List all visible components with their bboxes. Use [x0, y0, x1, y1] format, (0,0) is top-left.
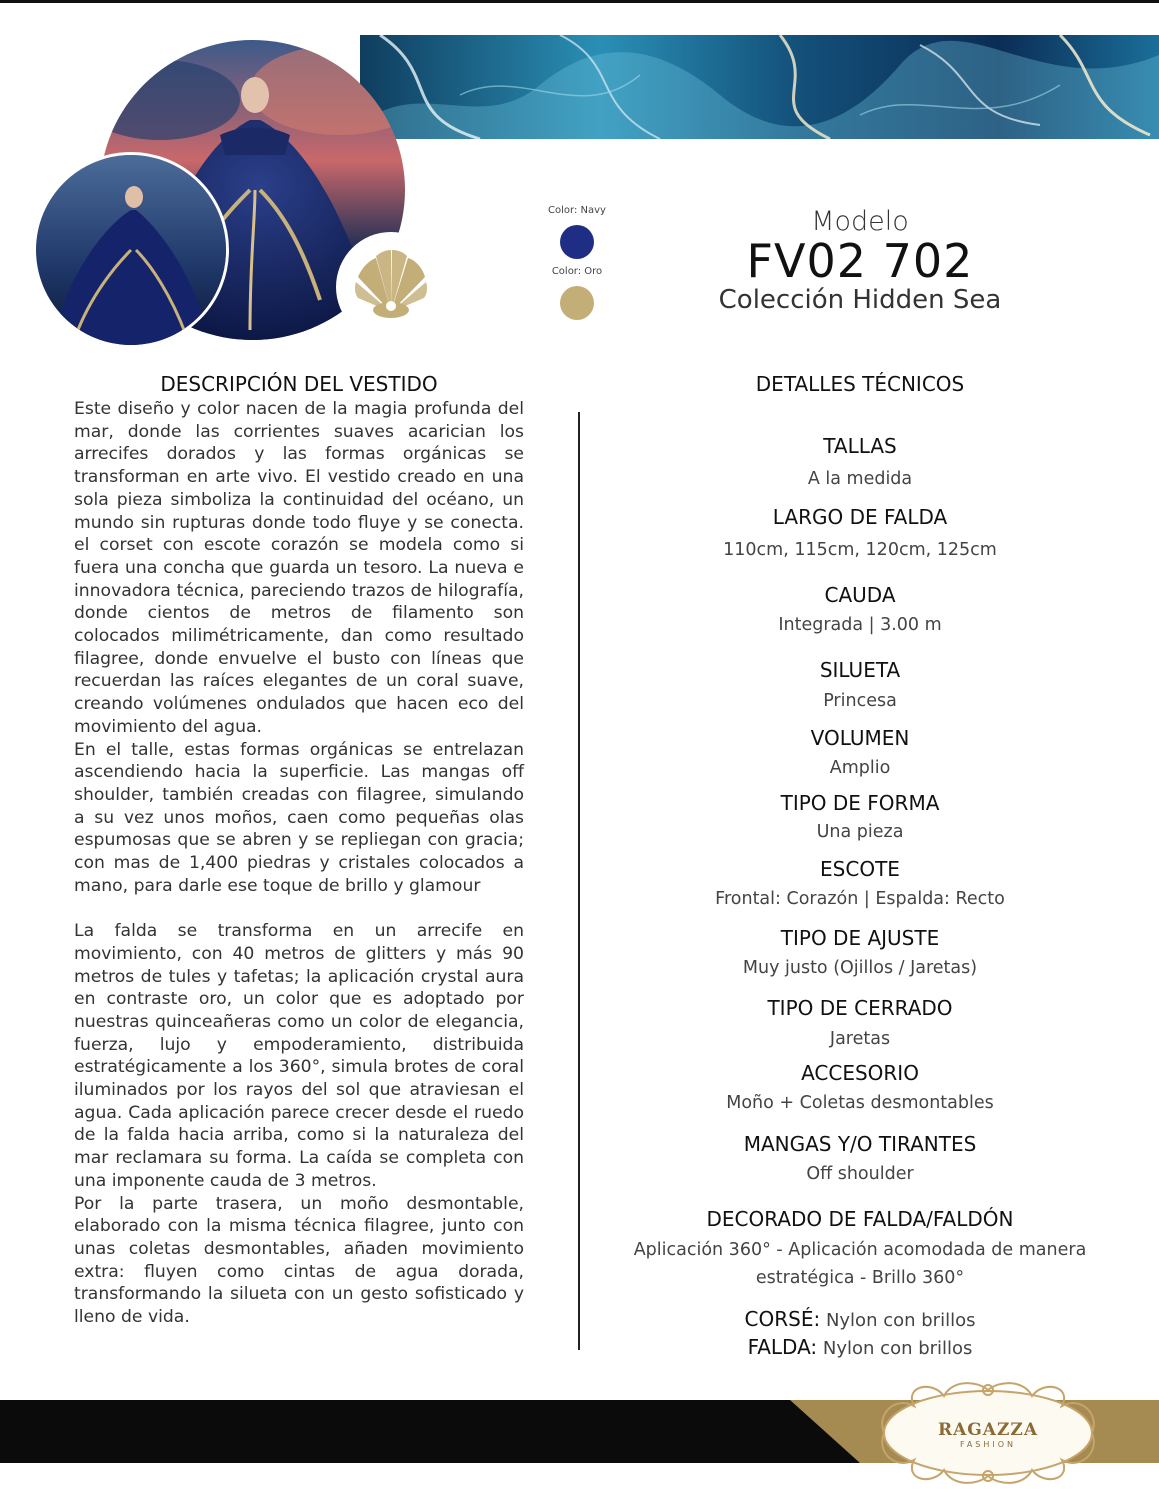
color-label-oro: Color: Oro	[551, 266, 603, 277]
spec-label-volumen: VOLUMEN	[810, 726, 910, 750]
swatch-oro[interactable]	[560, 286, 594, 320]
spec-value-volumen: Amplio	[829, 758, 891, 778]
material-falda	[610, 1335, 1110, 1359]
spec-value-silueta: Princesa	[823, 691, 897, 711]
material-value-falda: Nylon con brillos	[822, 1338, 973, 1359]
spec-value-accesorio: Moño + Coletas desmontables	[726, 1093, 994, 1113]
spec-value-tipo-ajuste: Muy justo (Ojillos / Jaretas)	[742, 958, 978, 978]
spec-label-accesorio: ACCESORIO	[801, 1061, 919, 1085]
description-body	[74, 398, 524, 1329]
model-code: FV02 702	[746, 234, 974, 288]
spec-value-escote: Frontal: Corazón | Espalda: Recto	[715, 889, 1005, 909]
description-paragraph: Por la parte trasera, un moño desmontable, elaborado con la misma técnica filagree, junto con unas coletas desmontables, añaden movimiento extra: fluyen como cintas de agua dorada, transformando la silueta con un gesto sofisticado y lleno de vida.	[74, 1193, 524, 1328]
spec-label-decorado: DECORADO DE FALDA/FALDÓN	[706, 1207, 1014, 1231]
material-value-corse: Nylon con brillos	[825, 1310, 976, 1331]
spec-label-mangas: MANGAS Y/O TIRANTES	[743, 1132, 977, 1156]
spec-value-decorado: Aplicación 360° - Aplicación acomodada de manera	[633, 1240, 1087, 1260]
model-label: Modelo	[811, 206, 909, 237]
color-label-navy: Color: Navy	[548, 205, 606, 216]
shell-logo-badge	[336, 232, 446, 342]
spec-label-tipo-forma: TIPO DE FORMA	[780, 791, 940, 815]
shell-icon	[336, 232, 446, 342]
brand-name: RAGAZZA	[937, 1420, 1039, 1440]
spec-value-tallas: A la medida	[807, 469, 913, 489]
swatch-navy[interactable]	[560, 225, 594, 259]
material-corse	[610, 1307, 1110, 1331]
spec-label-escote: ESCOTE	[820, 857, 900, 881]
spec-label-silueta: SILUETA	[819, 658, 901, 682]
spec-label-cauda: CAUDA	[824, 583, 896, 607]
description-paragraph: Este diseño y color nacen de la magia profunda del mar, donde las corrientes suaves acarician los arrecifes dorados y las formas orgánicas se transforman en arte vivo. El vestido creado en una sola pieza simboliza la continuidad del océano, un mundo sin rupturas donde todo fluye y se conecta. el corset con escote corazón se modela como si fuera una concha que guarda un tesoro. La nueva e innovadora técnica, pareciendo trazos de hilografía, donde cientos de metros de filamento son colocados milimétricamente, dan como resultado filagree, donde envuelve el busto con líneas que recuerdan las raíces elegantes de un coral suave, creando volúmenes ondulados que hacen eco del movimiento del agua.	[74, 399, 524, 737]
ragazza-fashion-logo	[872, 1378, 1104, 1488]
top-rule	[0, 0, 1159, 3]
column-divider	[578, 412, 580, 1350]
material-label-falda: FALDA:	[747, 1335, 818, 1359]
ocean-banner	[360, 35, 1159, 139]
material-label-corse: CORSÉ:	[744, 1307, 821, 1331]
spec-value-tipo-forma: Una pieza	[816, 822, 904, 842]
spec-label-largo-falda: LARGO DE FALDA	[772, 505, 948, 529]
description-paragraph: En el talle, estas formas orgánicas se entrelazan ascendiendo hacia la superficie. Las mangas off shoulder, también creadas con filagree, simulando a su vez unos moños, caen como pequeñas olas espumosas que se abren y se repliegan con gracia; con mas de 1,400 piedras y cristales colocados a mano, para darle ese toque de brillo y glamour	[74, 739, 524, 896]
spec-value-mangas: Off shoulder	[806, 1164, 914, 1184]
description-paragraph: La falda se transforma en un arrecife en movimiento, con 40 metros de glitters y más 90 metros de tules y tafetas; la aplicación crystal aura en contraste oro, un color que es adoptado por nuestras quinceañeras como un color de elegancia, fuerza, lujo y empoderamiento, distribuida estratégicamente a los 360°, simula brotes de coral iluminados por los rayos del sol que atraviesan el agua. Cada aplicación parece crecer desde el ruedo de la falda hacia arriba, como si la naturaleza del mar reclamara su forma. La caída se completa con una imponente cauda de 3 metros.	[74, 921, 524, 1191]
spec-value-cauda: Integrada | 3.00 m	[778, 615, 942, 635]
spec-value-tipo-cerrado: Jaretas	[829, 1029, 891, 1049]
spec-label-tipo-cerrado: TIPO DE CERRADO	[767, 996, 953, 1020]
spec-value-decorado-2: estratégica - Brillo 360°	[755, 1268, 965, 1288]
spec-label-tallas: TALLAS	[823, 434, 897, 458]
spec-value-largo-falda: 110cm, 115cm, 120cm, 125cm	[723, 540, 997, 560]
description-title: DESCRIPCIÓN DEL VESTIDO	[160, 372, 438, 396]
dress-photo-back	[33, 152, 229, 348]
model-block	[680, 206, 1040, 315]
brand-sub: FASHION	[959, 1440, 1017, 1449]
spec-label-tipo-ajuste: TIPO DE AJUSTE	[780, 926, 940, 950]
technical-title: DETALLES TÉCNICOS	[755, 372, 965, 396]
collection-name: Colección Hidden Sea	[718, 285, 1002, 316]
